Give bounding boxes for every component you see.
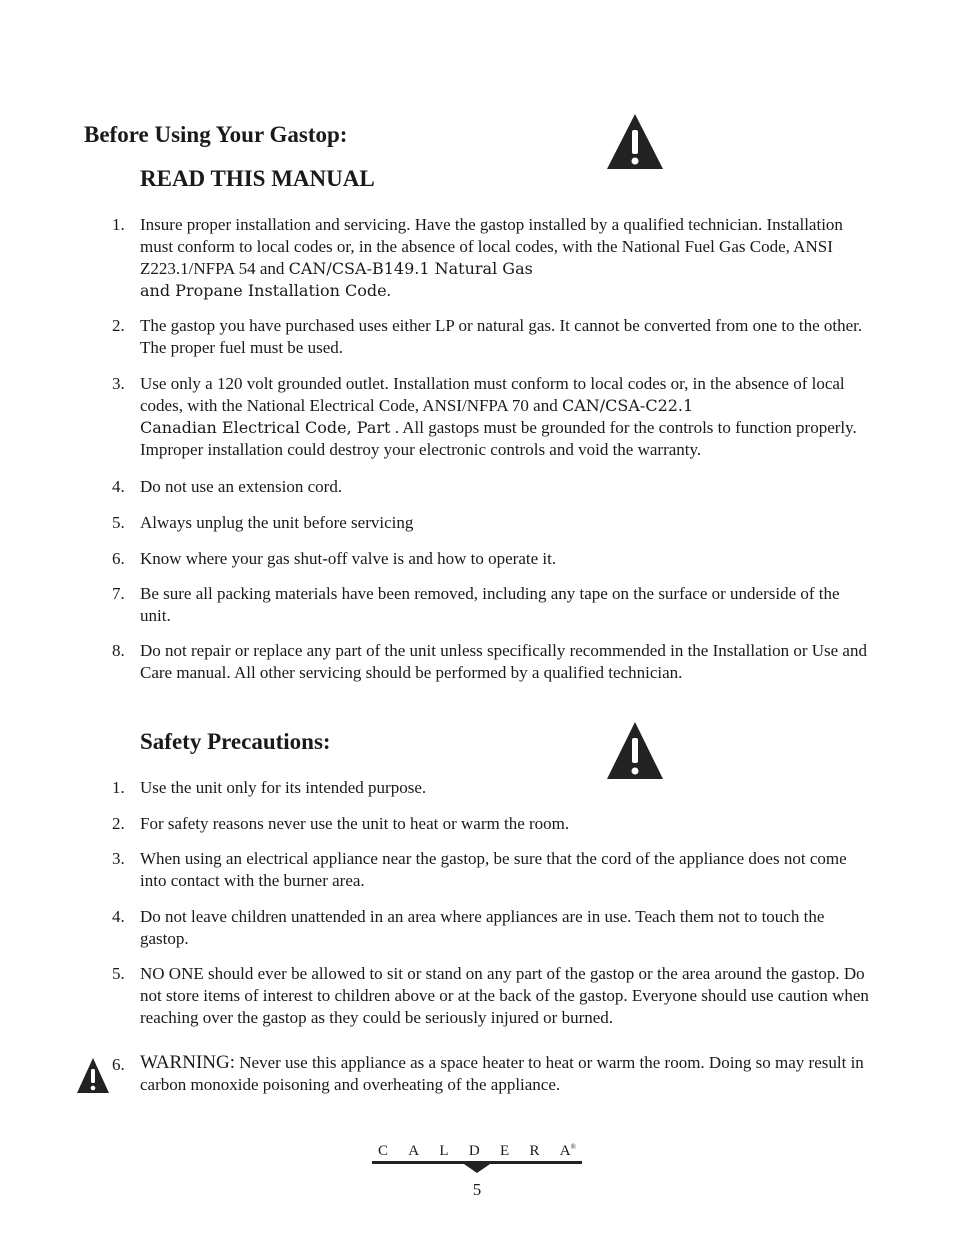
list-item: 4. Do not use an extension cord.	[112, 477, 343, 496]
warning-label: WARNING:	[140, 1052, 235, 1073]
warning-triangle-icon	[606, 720, 664, 780]
list-item: 3. Use only a 120 volt grounded outlet. Installation must conform to local codes or, in the absence of local codes, with the National Electrical Code, ANSI/NFPA 70 and CAN/CSA-C22.1 Canadian Electrical Code, Part . All gastops must be grounded for the controls to function properly. Improper installation could destroy your electronic controls and void the warranty.	[112, 374, 857, 459]
caldera-logo: C A L D E R A®	[372, 1143, 582, 1174]
section-title-safety-precautions: Safety Precautions:	[140, 729, 331, 754]
list-item: 5. Always unplug the unit before servicing	[112, 513, 414, 532]
logo-underline	[372, 1160, 582, 1174]
list-item: 4. Do not leave children unattended in an area where appliances are in use. Teach them not to touch the gastop.	[112, 907, 825, 948]
warning-triangle-icon	[76, 1057, 110, 1094]
list-item: 1. Insure proper installation and servicing. Have the gastop installed by a qualified technician. Installation must conform to local codes or, in the absence of local codes, with the National Fuel Gas Code, ANSI Z223.1/NFPA 54 and CAN/CSA-B149.1 Natural Gas and Propane Installation Code.	[112, 215, 843, 300]
list-item: 7. Be sure all packing materials have been removed, including any tape on the surface or underside of the unit.	[112, 584, 840, 625]
list-item: 8. Do not repair or replace any part of the unit unless specifically recommended in the Installation or Use and Care manual. All other servicing should be performed by a qualified technician.	[112, 641, 867, 682]
page-number: 5	[472, 1180, 482, 1199]
section-title-before-using: Before Using Your Gastop:	[84, 122, 348, 147]
list-item: 3. When using an electrical appliance near the gastop, be sure that the cord of the appliance does not come into contact with the burner area.	[112, 849, 847, 890]
list-item: 5. NO ONE should ever be allowed to sit or stand on any part of the gastop or the area around the gastop. Do not store items of interest to children above or at the back of the gastop. Everyone should use caution when reaching over the gastop as they could be seriously injured or burned.	[112, 964, 869, 1027]
list-item: 2. For safety reasons never use the unit to heat or warm the room.	[112, 814, 570, 833]
section-subtitle-read-manual: READ THIS MANUAL	[140, 166, 375, 191]
list-item: 1. Use the unit only for its intended purpose.	[112, 778, 427, 797]
list-item-warning: 6. WARNING: Never use this appliance as a space heater to heat or warm the room. Doing so may result in carbon monoxide poisoning and overheating of the appliance.	[112, 1052, 864, 1094]
warning-triangle-icon	[606, 112, 664, 170]
list-item: 6. Know where your gas shut-off valve is and how to operate it.	[112, 549, 557, 568]
list-item: 2. The gastop you have purchased uses either LP or natural gas. It cannot be converted from one to the other. The proper fuel must be used.	[112, 316, 863, 357]
